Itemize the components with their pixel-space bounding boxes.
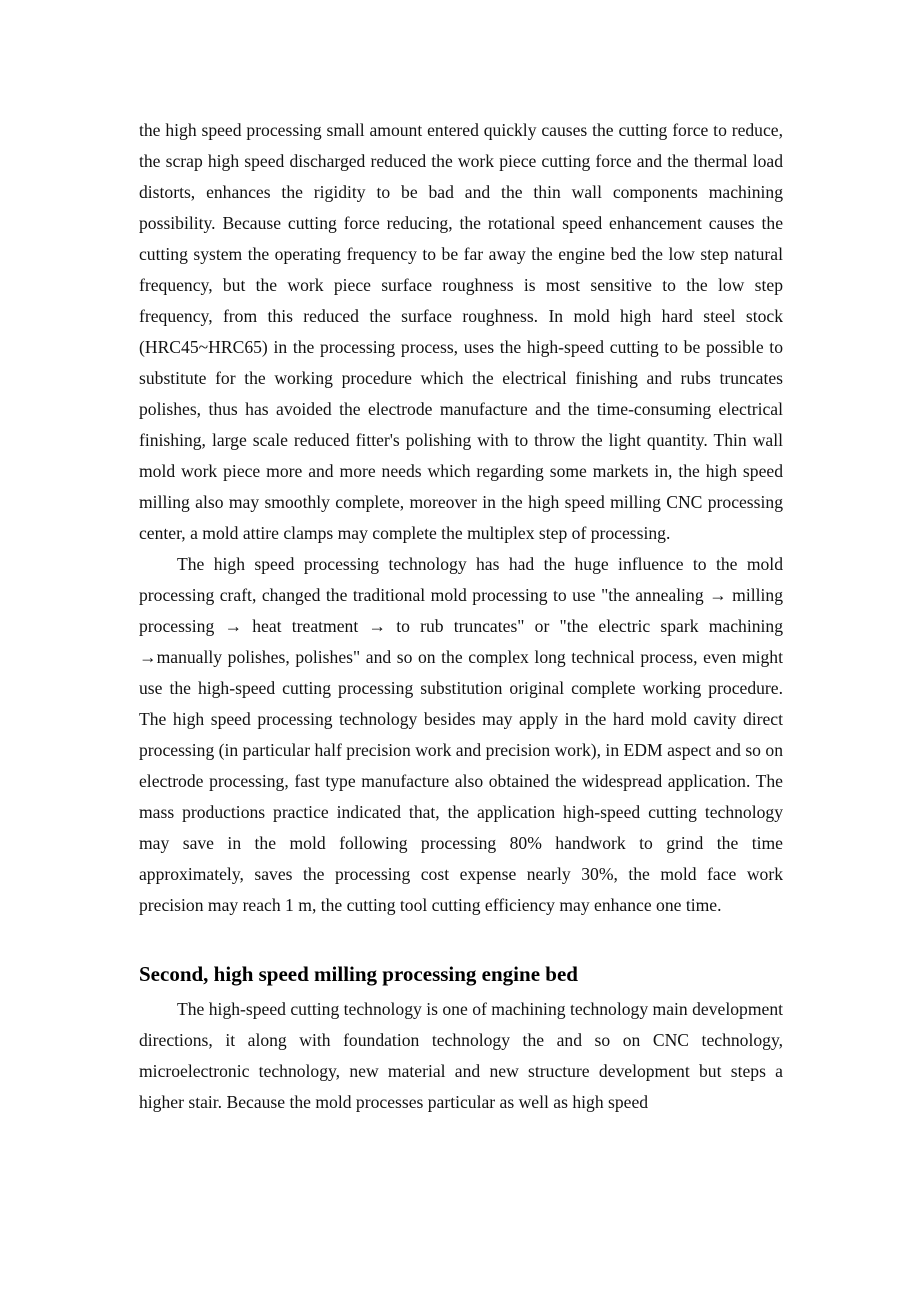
section-heading: Second, high speed milling processing engine bed bbox=[139, 962, 578, 986]
paragraph-processing-technology: The high speed processing technology has had the huge influence to the mold processing craft, changed the traditional mold processing to use "the annealing → milling processing → heat treatment → to rub truncates" or "the electric spark machining →manually polishes, polishes" and so on the complex long technical process, even might use the high-speed cutting processing substitution original complete working procedure. The high speed processing technology besides may apply in the hard mold cavity direct processing (in particular half precision work and precision work), in EDM aspect and so on electrode processing, fast type manufacture also obtained the widespread application. The mass productions practice indicated that, the application high-speed cutting technology may save in the mold following processing 80% handwork to grind the time approximately, saves the processing cost expense nearly 30%, the mold face work precision may reach 1 m, the cutting tool cutting efficiency may enhance one time. bbox=[139, 554, 783, 915]
paragraph-high-speed-cutting: The high-speed cutting technology is one of machining technology main development directions, it along with foundation technology the and so on CNC technology, microelectronic technology, new material and new structure development but steps a higher stair. Because the mold processes particular as well as high speed bbox=[139, 999, 783, 1112]
document-body bbox=[139, 115, 783, 1118]
paragraph-continued: the high speed processing small amount entered quickly causes the cutting force to reduce, the scrap high speed discharged reduced the work piece cutting force and the thermal load distorts, enhances the rigidity to be bad and the thin wall components machining possibility. Because cutting force reducing, the rotational speed enhancement causes the cutting system the operating frequency to be far away the engine bed the low step natural frequency, but the work piece surface roughness is most sensitive to the low step frequency, from this reduced the surface roughness. In mold high hard steel stock (HRC45~HRC65) in the processing process, uses the high-speed cutting to be possible to substitute for the working procedure which the electrical finishing and rubs truncates polishes, thus has avoided the electrode manufacture and the time-consuming electrical finishing, large scale reduced fitter's polishing with to throw the light quantity. Thin wall mold work piece more and more needs which regarding some markets in, the high speed milling also may smoothly complete, moreover in the high speed milling CNC processing center, a mold attire clamps may complete the multiplex step of processing. bbox=[139, 120, 783, 543]
